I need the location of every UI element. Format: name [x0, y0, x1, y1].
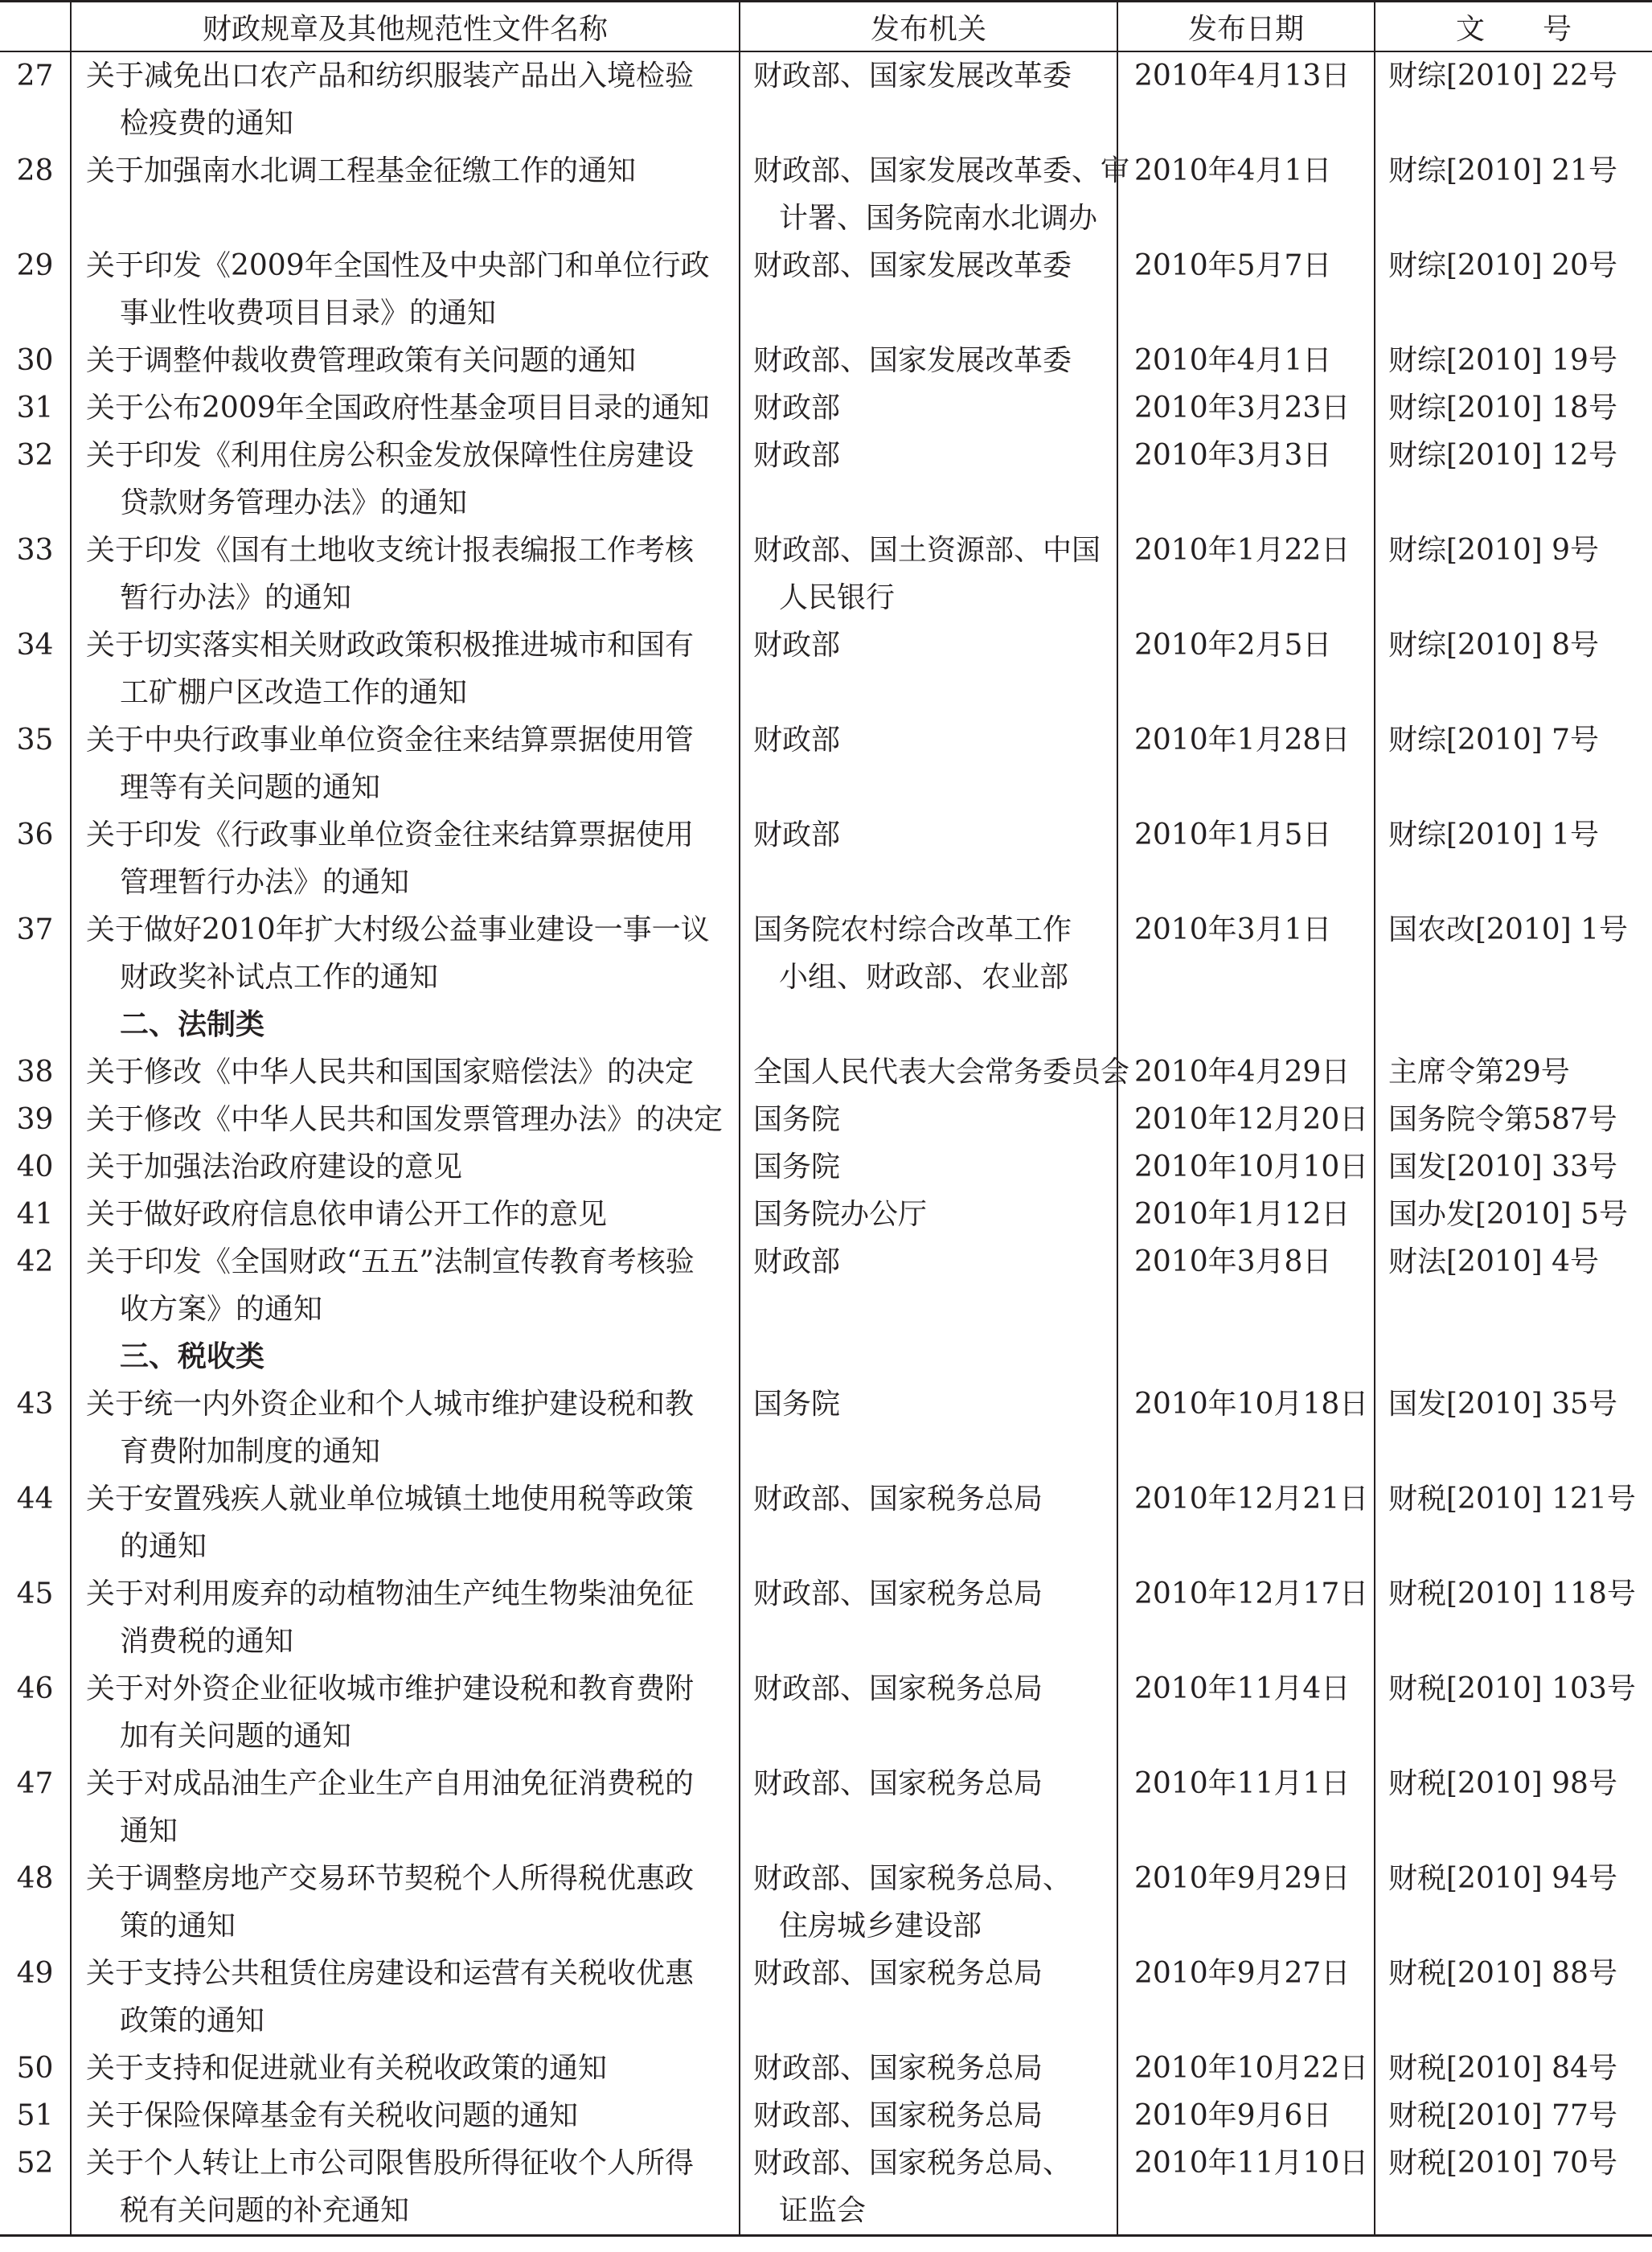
org-line: 小组、财政部、农业部	[779, 961, 1069, 994]
row-number-cell: 48	[16, 1862, 54, 1895]
doc-number-cell: 国办发[2010] 5号	[1375, 1191, 1652, 1238]
table-row	[0, 1143, 1652, 1191]
document-name-line: 关于修改《中华人民共和国发票管理办法》的决定	[86, 1103, 724, 1136]
org-cell	[740, 621, 1117, 716]
org-cell	[740, 527, 1117, 621]
table-row	[0, 1048, 1652, 1096]
date-cell: 2010年12月21日	[1117, 1475, 1375, 1570]
row-number-cell: 30	[16, 344, 54, 377]
org-line: 国务院办公厅	[753, 1198, 928, 1231]
row-number-cell: 47	[16, 1767, 54, 1800]
org-cell	[740, 1570, 1117, 1665]
table-row	[0, 242, 1652, 337]
date-cell: 2010年9月6日	[1117, 2092, 1375, 2139]
doc-number-cell: 财税[2010] 77号	[1375, 2092, 1652, 2139]
document-name-line: 关于统一内外资企业和个人城市维护建设税和教	[86, 1388, 695, 1421]
doc-number-cell: 财综[2010] 8号	[1375, 621, 1652, 716]
document-name-cell	[71, 242, 740, 337]
org-cell	[740, 147, 1130, 242]
table-row	[0, 621, 1652, 716]
section-row	[0, 1001, 1652, 1048]
document-name-line: 关于印发《国有土地收支统计报表编报工作考核	[86, 534, 695, 567]
table-row	[0, 2092, 1652, 2139]
row-number-cell: 43	[16, 1388, 54, 1421]
org-cell	[740, 2139, 1117, 2236]
org-line: 财政部	[753, 629, 841, 662]
org-cell	[740, 906, 1117, 1001]
org-cell	[740, 1380, 1117, 1475]
document-name-line: 税有关问题的补充通知	[120, 2194, 410, 2227]
header-name: 财政规章及其他规范性文件名称	[71, 2, 740, 52]
row-number-cell	[0, 1333, 71, 1380]
org-line: 计署、国务院南水北调办	[779, 202, 1098, 235]
document-name-cell	[71, 1665, 740, 1760]
document-name-cell	[71, 1048, 740, 1096]
document-name-line: 暂行办法》的通知	[120, 581, 352, 614]
document-name-line: 关于支持公共租赁住房建设和运营有关税收优惠	[86, 1957, 695, 1990]
doc-number-cell: 财税[2010] 84号	[1375, 2045, 1652, 2092]
row-number-cell: 39	[16, 1103, 54, 1136]
document-name-line: 关于印发《全国财政“五五”法制宣传教育考核验	[86, 1245, 695, 1278]
date-cell: 2010年11月1日	[1117, 1760, 1375, 1855]
document-name-line: 贷款财务管理办法》的通知	[120, 486, 468, 519]
org-cell	[740, 1191, 1117, 1238]
org-line: 财政部、国家税务总局	[753, 1957, 1043, 1990]
document-name-line: 理等有关问题的通知	[120, 771, 381, 804]
document-name-line: 关于个人转让上市公司限售股所得征收个人所得	[86, 2147, 695, 2180]
row-number-cell: 40	[16, 1151, 54, 1183]
table-row	[0, 811, 1652, 906]
org-cell	[740, 1475, 1117, 1570]
document-name-line: 收方案》的通知	[120, 1293, 323, 1326]
document-name-line: 关于印发《利用住房公积金发放保障性住房建设	[86, 439, 695, 472]
table-row	[0, 384, 1652, 432]
org-cell	[740, 1665, 1117, 1760]
row-number-cell: 52	[0, 2139, 71, 2236]
doc-number-cell: 财综[2010] 18号	[1375, 384, 1652, 432]
org-cell	[740, 1238, 1117, 1333]
org-line: 财政部、国土资源部、中国	[753, 534, 1101, 567]
org-line: 国务院	[753, 1151, 841, 1183]
date-cell: 2010年3月23日	[1117, 384, 1375, 432]
org-cell	[740, 1048, 1130, 1096]
org-line: 财政部、国家税务总局	[753, 1767, 1043, 1800]
date-cell: 2010年3月1日	[1117, 906, 1375, 1001]
document-name-line: 关于加强南水北调工程基金征缴工作的通知	[86, 154, 637, 187]
org-line: 财政部、国家税务总局、	[753, 2147, 1072, 2180]
date-cell: 2010年12月20日	[1117, 1096, 1375, 1143]
org-line: 财政部	[753, 724, 841, 757]
table-row	[0, 1665, 1652, 1760]
date-cell: 2010年9月29日	[1117, 1855, 1375, 1950]
table-row	[0, 1760, 1652, 1855]
org-line: 财政部	[753, 392, 841, 425]
section-title: 三、税收类	[71, 1333, 740, 1380]
org-cell	[740, 1001, 1117, 1048]
org-cell	[740, 1096, 1117, 1143]
document-name-cell	[71, 1143, 740, 1191]
document-name-cell	[71, 716, 740, 811]
row-number-cell: 41	[16, 1198, 54, 1231]
document-name-line: 育费附加制度的通知	[120, 1435, 381, 1468]
document-name-line: 通知	[120, 1815, 178, 1848]
document-name-cell	[71, 1855, 740, 1950]
org-line: 财政部	[753, 1245, 841, 1278]
document-name-cell	[71, 621, 740, 716]
org-line: 全国人民代表大会常务委员会	[753, 1056, 1130, 1089]
row-number-cell: 34	[16, 629, 54, 662]
table-row	[0, 527, 1652, 621]
doc-number-cell: 财税[2010] 103号	[1375, 1665, 1652, 1760]
org-cell	[740, 337, 1117, 384]
org-line: 财政部、国家税务总局	[753, 1672, 1043, 1705]
org-cell	[740, 242, 1117, 337]
date-cell: 2010年11月4日	[1117, 1665, 1375, 1760]
date-cell: 2010年9月27日	[1117, 1950, 1375, 2045]
doc-number-cell: 国发[2010] 33号	[1375, 1143, 1652, 1191]
row-number-cell: 46	[16, 1672, 54, 1705]
date-cell: 2010年4月29日	[1117, 1048, 1375, 1096]
date-cell: 2010年3月8日	[1117, 1238, 1375, 1333]
document-name-cell	[71, 1380, 740, 1475]
org-line: 财政部	[753, 818, 841, 851]
table-row	[0, 1855, 1652, 1950]
doc-number-cell: 国发[2010] 35号	[1375, 1380, 1652, 1475]
document-name-cell	[71, 2045, 740, 2092]
org-cell	[740, 1143, 1117, 1191]
document-name-cell	[71, 147, 740, 242]
row-number-cell: 29	[16, 249, 54, 282]
org-line: 财政部、国家发展改革委	[753, 344, 1072, 377]
doc-number-cell: 国务院令第587号	[1375, 1096, 1652, 1143]
document-name-line: 财政奖补试点工作的通知	[120, 961, 439, 994]
doc-number-cell: 财税[2010] 70号	[1375, 2139, 1652, 2236]
org-line: 财政部、国家税务总局	[753, 1483, 1043, 1516]
date-cell: 2010年1月28日	[1117, 716, 1375, 811]
doc-number-cell: 国农改[2010] 1号	[1375, 906, 1652, 1001]
row-number-cell: 44	[16, 1483, 54, 1516]
table-row	[0, 1475, 1652, 1570]
doc-number-cell: 财税[2010] 88号	[1375, 1950, 1652, 2045]
document-name-line: 加有关问题的通知	[120, 1720, 352, 1753]
document-name-cell	[71, 1191, 740, 1238]
date-cell: 2010年10月18日	[1117, 1380, 1375, 1475]
section-title: 二、法制类	[71, 1001, 740, 1048]
table-body	[0, 51, 1652, 2236]
document-name-cell	[71, 1570, 740, 1665]
document-name-cell	[71, 811, 740, 906]
table-row	[0, 1950, 1652, 2045]
row-number-cell: 50	[16, 2052, 54, 2085]
document-name-cell	[71, 2139, 740, 2236]
table-row	[0, 906, 1652, 1001]
org-cell	[740, 1333, 1117, 1380]
org-line: 财政部、国家税务总局	[753, 1577, 1043, 1610]
date-cell: 2010年3月3日	[1117, 432, 1375, 527]
header-doc: 文 号	[1375, 2, 1652, 52]
org-line: 财政部、国家发展改革委	[753, 249, 1072, 282]
document-name-cell	[71, 384, 740, 432]
row-number-cell	[0, 1001, 71, 1048]
org-line: 财政部、国家税务总局	[753, 2099, 1043, 2132]
doc-number-cell: 财综[2010] 1号	[1375, 811, 1652, 906]
date-cell	[1117, 1333, 1375, 1380]
document-name-cell	[71, 51, 740, 147]
date-cell: 2010年1月5日	[1117, 811, 1375, 906]
org-line: 国务院	[753, 1388, 841, 1421]
date-cell	[1117, 1001, 1375, 1048]
section-row	[0, 1333, 1652, 1380]
date-cell: 2010年1月12日	[1117, 1191, 1375, 1238]
row-number-cell: 28	[16, 154, 54, 187]
org-cell	[740, 1950, 1117, 2045]
doc-number-cell: 财综[2010] 7号	[1375, 716, 1652, 811]
doc-number-cell: 财综[2010] 12号	[1375, 432, 1652, 527]
table-row	[0, 1238, 1652, 1333]
document-name-line: 消费税的通知	[120, 1625, 294, 1658]
table-row	[0, 147, 1652, 242]
document-name-line: 关于保险保障基金有关税收问题的通知	[86, 2099, 579, 2132]
document-name-line: 关于印发《2009年全国性及中央部门和单位行政	[86, 249, 710, 282]
org-cell	[740, 51, 1117, 147]
row-number-cell: 31	[16, 392, 54, 425]
document-name-line: 关于调整房地产交易环节契税个人所得税优惠政	[86, 1862, 695, 1895]
doc-number-cell: 财综[2010] 21号	[1375, 147, 1652, 242]
document-name-cell	[71, 527, 740, 621]
document-name-line: 的通知	[120, 1530, 207, 1563]
org-cell	[740, 1760, 1117, 1855]
date-cell: 2010年2月5日	[1117, 621, 1375, 716]
document-name-line: 关于加强法治政府建设的意见	[86, 1151, 463, 1183]
doc-number-cell: 财税[2010] 94号	[1375, 1855, 1652, 1950]
org-line: 财政部、国家发展改革委、审	[753, 154, 1130, 187]
document-name-line: 关于对成品油生产企业生产自用油免征消费税的	[86, 1767, 695, 1800]
org-line: 国务院	[753, 1103, 841, 1136]
document-name-line: 管理暂行办法》的通知	[120, 866, 410, 899]
row-number-cell: 37	[16, 913, 54, 946]
document-name-line: 关于公布2009年全国政府性基金项目目录的通知	[86, 392, 710, 425]
table-row	[0, 1191, 1652, 1238]
doc-number-cell: 财综[2010] 9号	[1375, 527, 1652, 621]
org-cell	[740, 432, 1117, 527]
doc-number-cell: 财综[2010] 22号	[1375, 51, 1652, 147]
document-name-cell	[71, 337, 740, 384]
table-row	[0, 2045, 1652, 2092]
row-number-cell: 27	[16, 59, 54, 92]
row-number-cell: 51	[16, 2099, 54, 2132]
table-row	[0, 51, 1652, 147]
table-header	[0, 2, 1652, 52]
document-name-line: 关于中央行政事业单位资金往来结算票据使用管	[86, 724, 695, 757]
document-name-cell	[71, 2092, 740, 2139]
document-name-line: 政策的通知	[120, 2004, 265, 2037]
document-name-line: 策的通知	[120, 1909, 236, 1942]
date-cell: 2010年10月10日	[1117, 1143, 1375, 1191]
org-cell	[740, 811, 1117, 906]
document-name-line: 事业性收费项目目录》的通知	[120, 297, 497, 330]
row-number-cell: 35	[16, 724, 54, 757]
document-name-line: 关于对外资企业征收城市维护建设税和教育费附	[86, 1672, 695, 1705]
org-line: 财政部、国家发展改革委	[753, 59, 1072, 92]
date-cell: 2010年5月7日	[1117, 242, 1375, 337]
table-row	[0, 2139, 1652, 2236]
header-org: 发布机关	[740, 2, 1117, 52]
document-name-line: 关于切实落实相关财政政策积极推进城市和国有	[86, 629, 695, 662]
doc-number-cell: 财税[2010] 118号	[1375, 1570, 1652, 1665]
table-row	[0, 432, 1652, 527]
org-cell	[740, 2045, 1117, 2092]
table-row	[0, 1570, 1652, 1665]
document-name-line: 关于安置残疾人就业单位城镇土地使用税等政策	[86, 1483, 695, 1516]
document-name-line: 关于对利用废弃的动植物油生产纯生物柴油免征	[86, 1577, 695, 1610]
table-row	[0, 1380, 1652, 1475]
doc-number-cell: 财税[2010] 98号	[1375, 1760, 1652, 1855]
doc-number-cell: 财综[2010] 20号	[1375, 242, 1652, 337]
date-cell: 2010年4月1日	[1117, 147, 1375, 242]
row-number-cell: 36	[16, 818, 54, 851]
doc-number-cell: 财税[2010] 121号	[1375, 1475, 1652, 1570]
row-number-cell: 45	[16, 1577, 54, 1610]
row-number-cell: 38	[16, 1056, 54, 1089]
org-line: 财政部	[753, 439, 841, 472]
org-line: 财政部、国家税务总局	[753, 2052, 1043, 2085]
org-cell	[740, 716, 1117, 811]
table-row	[0, 1096, 1652, 1143]
doc-number-cell: 财综[2010] 19号	[1375, 337, 1652, 384]
org-line: 住房城乡建设部	[779, 1909, 982, 1942]
table-row	[0, 337, 1652, 384]
document-name-line: 检疫费的通知	[120, 107, 294, 140]
org-line: 人民银行	[779, 581, 896, 614]
document-name-cell	[71, 1950, 740, 2045]
org-cell	[740, 1855, 1117, 1950]
document-name-line: 关于做好2010年扩大村级公益事业建设一事一议	[86, 913, 710, 946]
date-cell: 2010年1月22日	[1117, 527, 1375, 621]
document-name-line: 关于调整仲裁收费管理政策有关问题的通知	[86, 344, 637, 377]
header-num	[0, 2, 71, 52]
date-cell: 2010年10月22日	[1117, 2045, 1375, 2092]
document-name-line: 工矿棚户区改造工作的通知	[120, 676, 468, 709]
doc-number-cell: 主席令第29号	[1375, 1048, 1652, 1096]
date-cell: 2010年4月1日	[1117, 337, 1375, 384]
row-number-cell: 49	[16, 1957, 54, 1990]
document-name-cell	[71, 1238, 740, 1333]
document-name-line: 关于修改《中华人民共和国国家赔偿法》的决定	[86, 1056, 695, 1089]
document-name-cell	[71, 906, 740, 1001]
row-number-cell: 33	[16, 534, 54, 567]
org-line: 证监会	[779, 2194, 867, 2227]
doc-number-cell	[1375, 1333, 1652, 1380]
document-name-cell	[71, 1760, 740, 1855]
doc-number-cell: 财法[2010] 4号	[1375, 1238, 1652, 1333]
table-row	[0, 716, 1652, 811]
org-cell	[740, 384, 1117, 432]
document-name-line: 关于印发《行政事业单位资金往来结算票据使用	[86, 818, 695, 851]
row-number-cell: 42	[16, 1245, 54, 1278]
date-cell: 2010年11月10日	[1117, 2139, 1375, 2236]
document-name-line: 关于做好政府信息依申请公开工作的意见	[86, 1198, 608, 1231]
document-name-line: 关于支持和促进就业有关税收政策的通知	[86, 2052, 608, 2085]
org-line: 国务院农村综合改革工作	[753, 913, 1072, 946]
document-name-line: 关于减免出口农产品和纺织服装产品出入境检验	[86, 59, 695, 92]
document-name-cell	[71, 1096, 740, 1143]
date-cell: 2010年12月17日	[1117, 1570, 1375, 1665]
header-date: 发布日期	[1117, 2, 1375, 52]
document-name-cell	[71, 1475, 740, 1570]
date-cell: 2010年4月13日	[1117, 51, 1375, 147]
row-number-cell: 32	[16, 439, 54, 472]
doc-number-cell	[1375, 1001, 1652, 1048]
document-name-cell	[71, 432, 740, 527]
org-line: 财政部、国家税务总局、	[753, 1862, 1072, 1895]
org-cell	[740, 2092, 1117, 2139]
